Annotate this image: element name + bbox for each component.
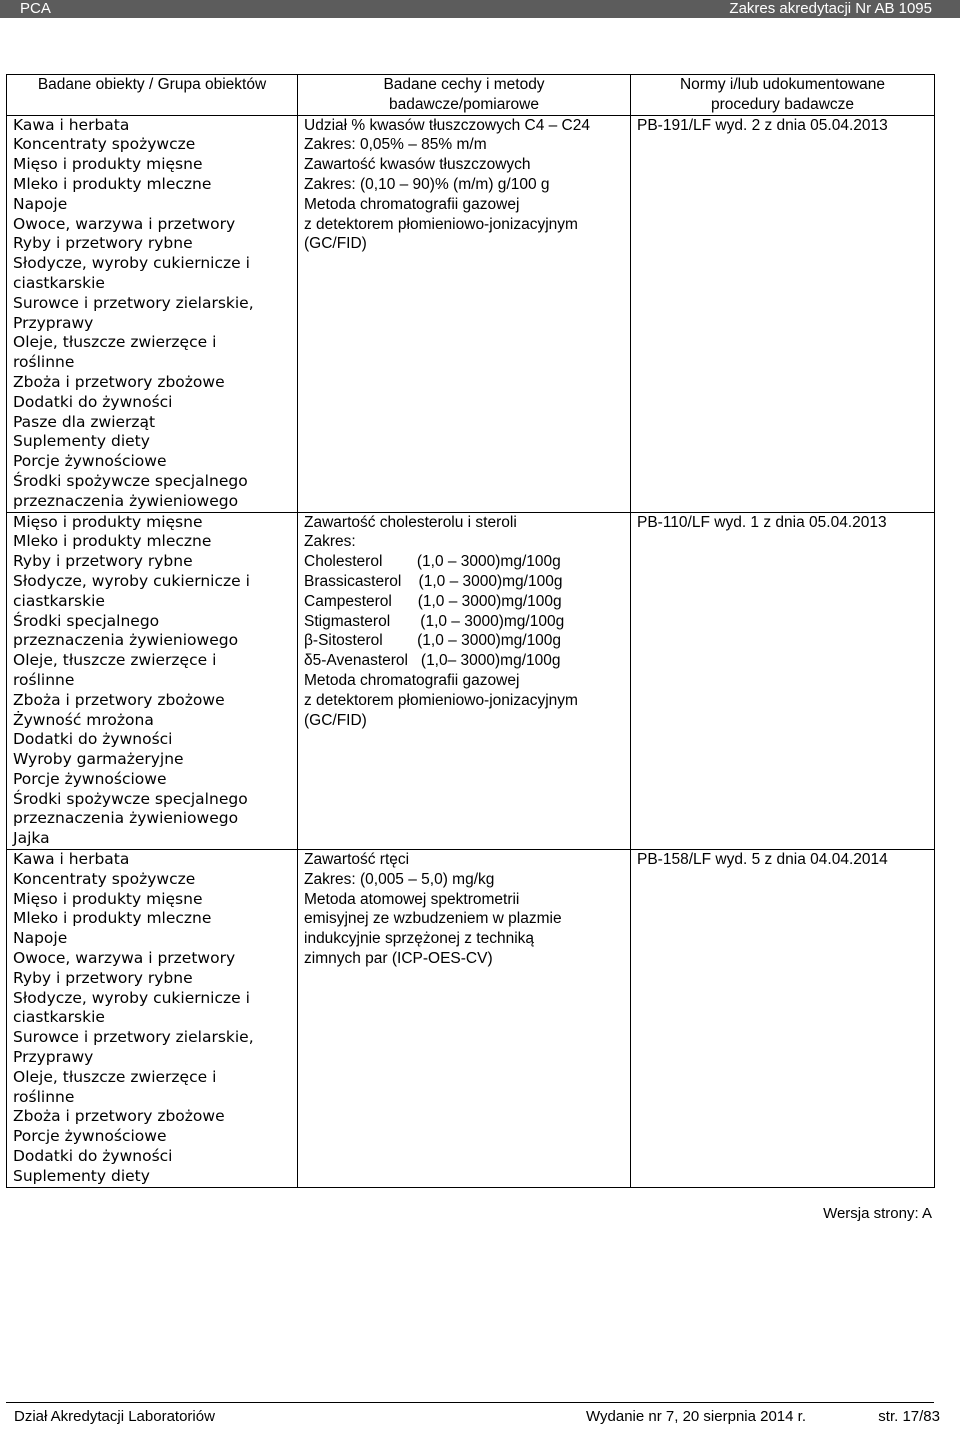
object-line: Środki spożywcze specjalnego bbox=[13, 471, 248, 490]
object-line: Dodatki do żywności bbox=[13, 1147, 173, 1166]
object-line: Surowce i przetwory zielarskie, bbox=[13, 1028, 254, 1047]
method-line: Brassicasterol (1,0 – 3000)mg/100g bbox=[304, 572, 563, 590]
object-line: Kawa i herbata bbox=[13, 115, 130, 134]
object-line: Słodycze, wyroby cukiernicze i bbox=[13, 988, 250, 1007]
object-line: Mleko i produkty mleczne bbox=[13, 909, 212, 928]
method-line: Stigmasterol (1,0 – 3000)mg/100g bbox=[304, 612, 565, 630]
table-header-row bbox=[7, 75, 935, 116]
header-methods: Badane cechy i metody badawcze/pomiarowe bbox=[298, 75, 631, 116]
object-line: Suplementy diety bbox=[13, 1166, 150, 1185]
object-line: Oleje, tłuszcze zwierzęce i bbox=[13, 1067, 217, 1086]
method-line: Zakres: (0,005 – 5,0) mg/kg bbox=[304, 870, 495, 888]
object-line: Pasze dla zwierząt bbox=[13, 412, 156, 431]
object-line: Kawa i herbata bbox=[13, 850, 130, 869]
method-line: (GC/FID) bbox=[304, 235, 367, 253]
object-line: Ryby i przetwory rybne bbox=[13, 552, 193, 571]
object-line: Owoce, warzywa i przetwory bbox=[13, 214, 236, 233]
object-line: Dodatki do żywności bbox=[13, 392, 173, 411]
object-line: Mięso i produkty mięsne bbox=[13, 889, 203, 908]
object-line: ciastkarskie bbox=[13, 273, 105, 292]
cell-objects bbox=[7, 115, 298, 512]
footer-edition: Wydanie nr 7, 20 sierpnia 2014 r. bbox=[586, 1408, 806, 1425]
object-line: Koncentraty spożywcze bbox=[13, 869, 196, 888]
method-line: (GC/FID) bbox=[304, 711, 367, 729]
method-line: indukcyjnie sprzężonej z techniką bbox=[304, 930, 535, 948]
cell-procedure bbox=[631, 115, 935, 512]
object-line: Dodatki do żywności bbox=[13, 730, 173, 749]
method-line: Udział % kwasów tłuszczowych C4 – C24 bbox=[304, 116, 590, 134]
accreditation-table bbox=[6, 74, 935, 1188]
object-line: Suplementy diety bbox=[13, 432, 150, 451]
footer-divider bbox=[6, 1402, 934, 1403]
object-line: Porcje żywnościowe bbox=[13, 769, 167, 788]
method-line: Campesterol (1,0 – 3000)mg/100g bbox=[304, 592, 562, 610]
object-line: Słodycze, wyroby cukiernicze i bbox=[13, 571, 250, 590]
method-line: Zakres: bbox=[304, 533, 356, 551]
object-line: roślinne bbox=[13, 353, 75, 372]
object-line: Ryby i przetwory rybne bbox=[13, 234, 193, 253]
object-line: Mięso i produkty mięsne bbox=[13, 155, 203, 174]
object-line: Surowce i przetwory zielarskie, bbox=[13, 293, 254, 312]
object-line: Zboża i przetwory zbożowe bbox=[13, 1107, 225, 1126]
footer-page-number: str. 17/83 bbox=[878, 1408, 940, 1425]
table-row bbox=[7, 512, 935, 850]
object-line: Koncentraty spożywcze bbox=[13, 135, 196, 154]
object-line: Jajka bbox=[13, 829, 50, 848]
object-line: Mięso i produkty mięsne bbox=[13, 512, 203, 531]
cell-methods bbox=[298, 115, 631, 512]
object-line: Zboża i przetwory zbożowe bbox=[13, 372, 225, 391]
table-row bbox=[7, 115, 935, 512]
object-line: Owoce, warzywa i przetwory bbox=[13, 949, 236, 968]
footer-department: Dział Akredytacji Laboratoriów bbox=[14, 1408, 215, 1425]
table-row bbox=[7, 850, 935, 1188]
method-line: Metoda atomowej spektrometrii bbox=[304, 890, 520, 908]
method-line: z detektorem płomieniowo-jonizacyjnym bbox=[304, 691, 578, 709]
object-line: Oleje, tłuszcze zwierzęce i bbox=[13, 651, 217, 670]
object-line: roślinne bbox=[13, 1087, 75, 1106]
object-line: Słodycze, wyroby cukiernicze i bbox=[13, 254, 250, 273]
object-line: Wyroby garmażeryjne bbox=[13, 750, 184, 769]
header-document-title: Zakres akredytacji Nr AB 1095 bbox=[729, 0, 932, 17]
object-line: Mleko i produkty mleczne bbox=[13, 532, 212, 551]
object-line: ciastkarskie bbox=[13, 591, 105, 610]
object-line: Przyprawy bbox=[13, 1048, 94, 1067]
method-line: emisyjnej ze wzbudzeniem w plazmie bbox=[304, 910, 562, 928]
method-line: Zawartość cholesterolu i steroli bbox=[304, 513, 517, 531]
method-line: Cholesterol (1,0 – 3000)mg/100g bbox=[304, 553, 561, 571]
object-line: przeznaczenia żywieniowego bbox=[13, 809, 239, 828]
page-version: Wersja strony: A bbox=[823, 1205, 932, 1222]
method-line: Zakres: 0,05% – 85% m/m bbox=[304, 136, 487, 154]
object-line: przeznaczenia żywieniowego bbox=[13, 631, 239, 650]
cell-objects bbox=[7, 512, 298, 850]
method-line: z detektorem płomieniowo-jonizacyjnym bbox=[304, 215, 578, 233]
header-procedures: Normy i/lub udokumentowane procedury badawcze bbox=[631, 75, 935, 116]
object-line: ciastkarskie bbox=[13, 1008, 105, 1027]
object-line: Środki specjalnego bbox=[13, 611, 160, 630]
object-line: Napoje bbox=[13, 194, 68, 213]
object-line: Porcje żywnościowe bbox=[13, 452, 167, 471]
method-line: Metoda chromatografii gazowej bbox=[304, 195, 520, 213]
cell-objects bbox=[7, 850, 298, 1188]
header-objects: Badane obiekty / Grupa obiektów bbox=[7, 75, 298, 116]
object-line: przeznaczenia żywieniowego bbox=[13, 491, 239, 510]
object-line: Środki spożywcze specjalnego bbox=[13, 789, 248, 808]
procedure-reference: PB-110/LF wyd. 1 z dnia 05.04.2013 bbox=[637, 513, 887, 531]
method-line: δ5-Avenasterol (1,0– 3000)mg/100g bbox=[304, 652, 561, 670]
method-line: Zakres: (0,10 – 90)% (m/m) g/100 g bbox=[304, 175, 550, 193]
procedure-reference: PB-158/LF wyd. 5 z dnia 04.04.2014 bbox=[637, 851, 888, 869]
method-line: Zawartość kwasów tłuszczowych bbox=[304, 156, 531, 174]
object-line: Zboża i przetwory zbożowe bbox=[13, 690, 225, 709]
procedure-reference: PB-191/LF wyd. 2 z dnia 05.04.2013 bbox=[637, 116, 888, 134]
object-line: roślinne bbox=[13, 670, 75, 689]
cell-methods bbox=[298, 850, 631, 1188]
object-line: Porcje żywnościowe bbox=[13, 1127, 167, 1146]
object-line: Żywność mrożona bbox=[13, 710, 154, 729]
page-header bbox=[0, 0, 960, 18]
cell-methods bbox=[298, 512, 631, 850]
object-line: Napoje bbox=[13, 929, 68, 948]
object-line: Oleje, tłuszcze zwierzęce i bbox=[13, 333, 217, 352]
method-line: Zawartość rtęci bbox=[304, 851, 410, 869]
object-line: Ryby i przetwory rybne bbox=[13, 968, 193, 987]
cell-procedure bbox=[631, 850, 935, 1188]
object-line: Mleko i produkty mleczne bbox=[13, 174, 212, 193]
method-line: zimnych par (ICP-OES-CV) bbox=[304, 950, 493, 968]
header-org: PCA bbox=[20, 0, 51, 17]
method-line: Metoda chromatografii gazowej bbox=[304, 671, 520, 689]
method-line: β-Sitosterol (1,0 – 3000)mg/100g bbox=[304, 632, 562, 650]
cell-procedure bbox=[631, 512, 935, 850]
object-line: Przyprawy bbox=[13, 313, 94, 332]
